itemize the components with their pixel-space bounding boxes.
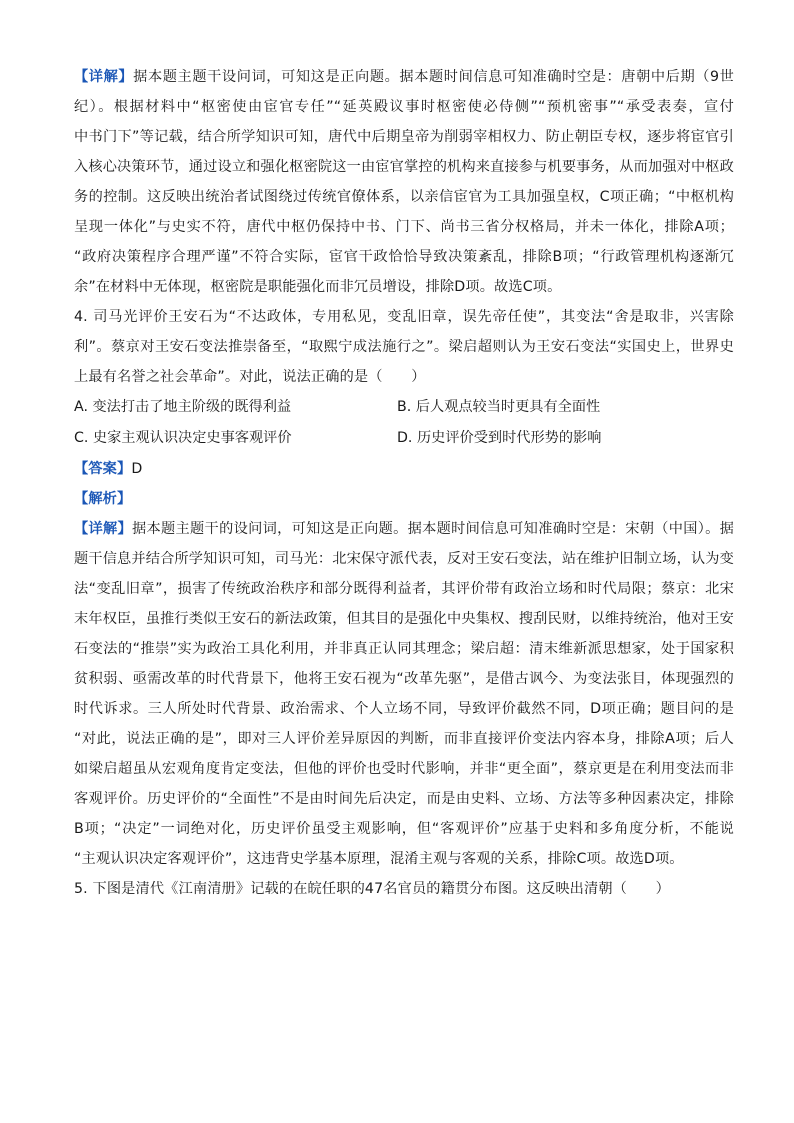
question-stem-line: 5. 下图是清代《江南清册》记载的在皖任职的47名官员的籍贯分布图。这反映出清朝（ ） — [74, 881, 671, 897]
explain-line: 贫积弱、亟需改革的时代背景下，他将王安石视为“改革先驱”，是借古讽今、为变法张目，体现强烈的 — [74, 671, 734, 687]
explanation-block-q3 — [74, 62, 734, 302]
explain-line: 余”在材料中无体现，枢密院是职能强化而非冗员增设，排除D项。故选C项。 — [74, 279, 562, 295]
explain-line: 中书门下”等记载，结合所学知识可知，唐代中后期皇帝为削弱宰相权力、防止朝臣专权，逐步将宦官引 — [74, 129, 734, 145]
document-page — [74, 62, 734, 904]
answer-line — [74, 454, 734, 484]
explain-line: 时代诉求。三人所处时代背景、政治需求、个人立场不同，导致评价截然不同，D项正确；题目问的是 — [74, 701, 734, 717]
explain-line: 纪）。根据材料中“枢密使由宦官专任”“延英殿议事时枢密使必侍侧”“预机密事”“承受表奏，宣付 — [74, 99, 734, 115]
option-c: C. 史家主观认识决定史事客观评价 — [74, 430, 292, 446]
explain-line: 法“变乱旧章”，损害了传统政治秩序和部分既得利益者，其评价带有政治立场和时代局限；蔡京：北宋 — [74, 581, 734, 597]
options-row — [74, 423, 734, 454]
analysis-line — [74, 484, 734, 514]
option-d: D. 历史评价受到时代形势的影响 — [397, 430, 602, 446]
explain-line: 题干信息并结合所学知识可知，司马光：北宋保守派代表，反对王安石变法，站在维护旧制立场，认为变 — [74, 551, 734, 567]
answer-tag: 【答案】 — [74, 461, 132, 477]
explain-tag: 【详解】 — [74, 521, 133, 537]
question-4 — [74, 302, 734, 514]
explain-line: “政府决策程序合理严谨”不符合实际，宦官干政恰恰导致决策紊乱，排除B项；“行政管理机构逐渐冗 — [74, 249, 734, 265]
explain-tag: 【详解】 — [74, 69, 134, 85]
question-stem-line: 利”。蔡京对王安石变法推崇备至，“取熙宁成法施行之”。梁启超则认为王安石变法“实国史上，世界史 — [74, 339, 734, 355]
options-row — [74, 392, 734, 423]
explain-line: 入核心决策环节，通过设立和强化枢密院这一由宦官掌控的机构来直接参与机要事务，从而加强对中枢政 — [74, 159, 734, 175]
question-stem-line: 4. 司马光评价王安石为“不达政体，专用私见，变乱旧章，误先帝任使”，其变法“舍是取非，兴害除 — [74, 309, 734, 325]
explain-line: 【详解】据本题主题干设问词，可知这是正向题。据本题时间信息可知准确时空是：唐朝中后期（9世 — [74, 69, 734, 85]
answer-value: D — [131, 461, 143, 477]
option-a: A. 变法打击了地主阶级的既得利益 — [74, 399, 292, 415]
explain-line: “主观认识决定客观评价”，这违背史学基本原理，混淆主观与客观的关系，排除C项。故选D项。 — [74, 851, 684, 867]
explain-line: “对此，说法正确的是”，即对三人评价差异原因的判断，而非直接评价变法内容本身，排除A项；后人 — [74, 731, 734, 747]
question-stem-line: 上最有名誉之社会革命”。对此，说法正确的是（ ） — [74, 369, 426, 385]
explain-line: 石变法的“推崇”实为政治工具化利用，并非真正认同其理念；梁启超：清末维新派思想家，处于国家积 — [74, 641, 734, 657]
explain-line: 【详解】据本题主题干的设问词，可知这是正向题。据本题时间信息可知准确时空是：宋朝（中国）。据 — [74, 521, 734, 537]
explain-line: 务的控制。这反映出统治者试图绕过传统官僚体系，以亲信宦官为工具加强皇权，C项正确；“中枢机构 — [74, 189, 734, 205]
explain-line: 客观评价。历史评价的“全面性”不是由时间先后决定，而是由史料、立场、方法等多种因素决定，排除 — [74, 791, 734, 807]
explanation-block-q4 — [74, 514, 734, 874]
explain-line: 末年权臣，虽推行类似王安石的新法政策，但其目的是强化中央集权、搜刮民财，以维持统治，他对王安 — [74, 611, 734, 627]
question-5 — [74, 874, 734, 904]
option-b: B. 后人观点较当时更具有全面性 — [397, 399, 601, 415]
explain-line: B项；“决定”一词绝对化，历史评价虽受主观影响，但“客观评价”应基于史料和多角度分析，不能说 — [74, 821, 734, 837]
explain-line: 呈现一体化”与史实不符，唐代中枢仍保持中书、门下、尚书三省分权格局，并未一体化，排除A项； — [74, 219, 734, 235]
analysis-tag: 【解析】 — [74, 491, 132, 507]
explain-line: 如梁启超虽从宏观角度肯定变法，但他的评价也受时代影响，并非“更全面”，蔡京更是在利用变法而非 — [74, 761, 734, 777]
